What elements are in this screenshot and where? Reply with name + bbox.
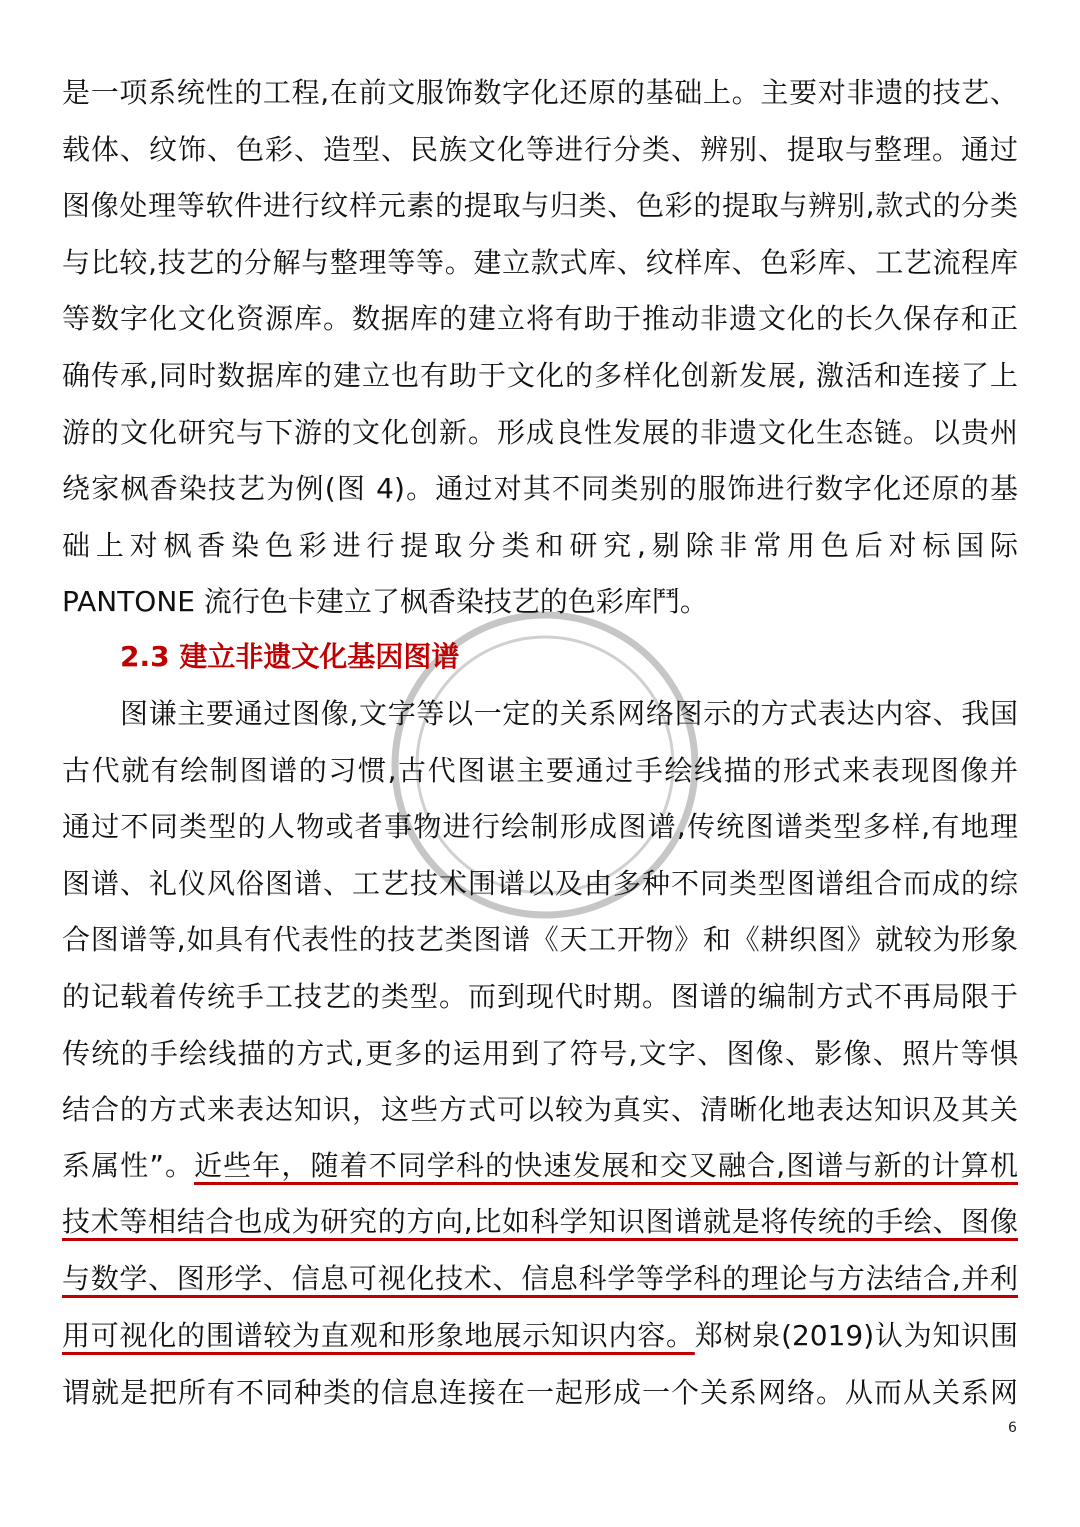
paragraph-line: 础上对枫香染色彩进行提取分类和研究,剔除非常用色后对标国际 <box>62 528 1018 562</box>
paragraph-line: 合图谱等,如具有代表性的技艺类图谱《天工开物》和《耕织图》就较为形象 <box>62 923 1018 957</box>
paragraph-line: 图像处理等软件进行纹样元素的提取与归类、色彩的提取与辨别,款式的分类 <box>62 189 1018 223</box>
paragraph-line: 是一项系统性的工程,在前文服饰数字化还原的基础上。主要对非遗的技艺、 <box>62 76 1018 109</box>
paragraph-line <box>62 1316 1018 1356</box>
plain-text: 郑树泉(2019)认为知识围 <box>694 1319 1018 1352</box>
paragraph-line: 游的文化研究与下游的文化创新。形成良性发展的非遗文化生态链。以贵州 <box>62 415 1018 449</box>
paragraph-line: 结合的方式来表达知识，这些方式可以较为真实、清晰化地表达知识及其关 <box>62 1093 1018 1127</box>
paragraph-line: 图谱、礼仪风俗图谱、工艺技术围谱以及由多种不同类型图谱组合而成的综 <box>62 866 1018 900</box>
paragraph-line: 载体、纹饰、色彩、造型、民族文化等进行分类、辨别、提取与整理。通过 <box>62 132 1018 166</box>
paragraph-line: 通过不同类型的人物或者事物进行绘制形成图谱,传统图谱类型多样,有地理 <box>62 810 1018 844</box>
section-heading: 2.3 建立非遗文化基因图谱 <box>120 640 460 673</box>
underlined-line: 技术等相结合也成为研究的方向,比如科学知识图谱就是将传统的手绘、图像 <box>62 1205 1018 1238</box>
paragraph-line: 等数字化文化资源库。数据库的建立将有助于推动非遗文化的长久保存和正 <box>62 302 1018 336</box>
paragraph-line: 确传承,同时数据库的建立也有助于文化的多样化创新发展, 激活和连接了上 <box>62 359 1018 392</box>
paragraph-line: 的记载着传统手工技艺的类型。而到现代时期。图谱的编制方式不再局限于 <box>62 980 1018 1013</box>
page-number: 6 <box>1008 1420 1017 1436</box>
paragraph-line: 图谦主要通过图像,文字等以一定的关系网络图示的方式表达内容、我国 <box>120 697 1018 730</box>
paragraph-line <box>62 1146 1018 1186</box>
plain-text: 系属性”。 <box>62 1149 195 1182</box>
underlined-line: 与数学、图形学、信息可视化技术、信息科学等学科的理论与方法结合,并利 <box>62 1262 1018 1295</box>
paragraph-line: PANTONE 流行色卡建立了枫香染技艺的色彩库鬥。 <box>62 585 708 619</box>
underlined-text: 近些年，随着不同学科的快速发展和交叉融合,图谱与新的计算机 <box>194 1149 1019 1182</box>
paragraph-line: 谓就是把所有不同种类的信息连接在一起形成一个关系网络。从而从关系网 <box>62 1376 1018 1409</box>
paragraph-line: 传统的手绘线描的方式,更多的运用到了符号,文字、图像、影像、照片等惧 <box>62 1036 1018 1070</box>
underlined-text: 用可视化的围谱较为直观和形象地展示知识内容。 <box>62 1319 695 1352</box>
paragraph-line: 与比较,技艺的分解与整理等等。建立款式库、纹样库、色彩库、工艺流程库 <box>62 245 1018 279</box>
paragraph-line: 绕家枫香染技艺为例(图 4)。通过对其不同类别的服饰进行数字化还原的基 <box>62 472 1018 506</box>
paragraph-line: 古代就有绘制图谱的习惯,古代图谌主要通过手绘线描的形式来表现图像并 <box>62 753 1018 787</box>
